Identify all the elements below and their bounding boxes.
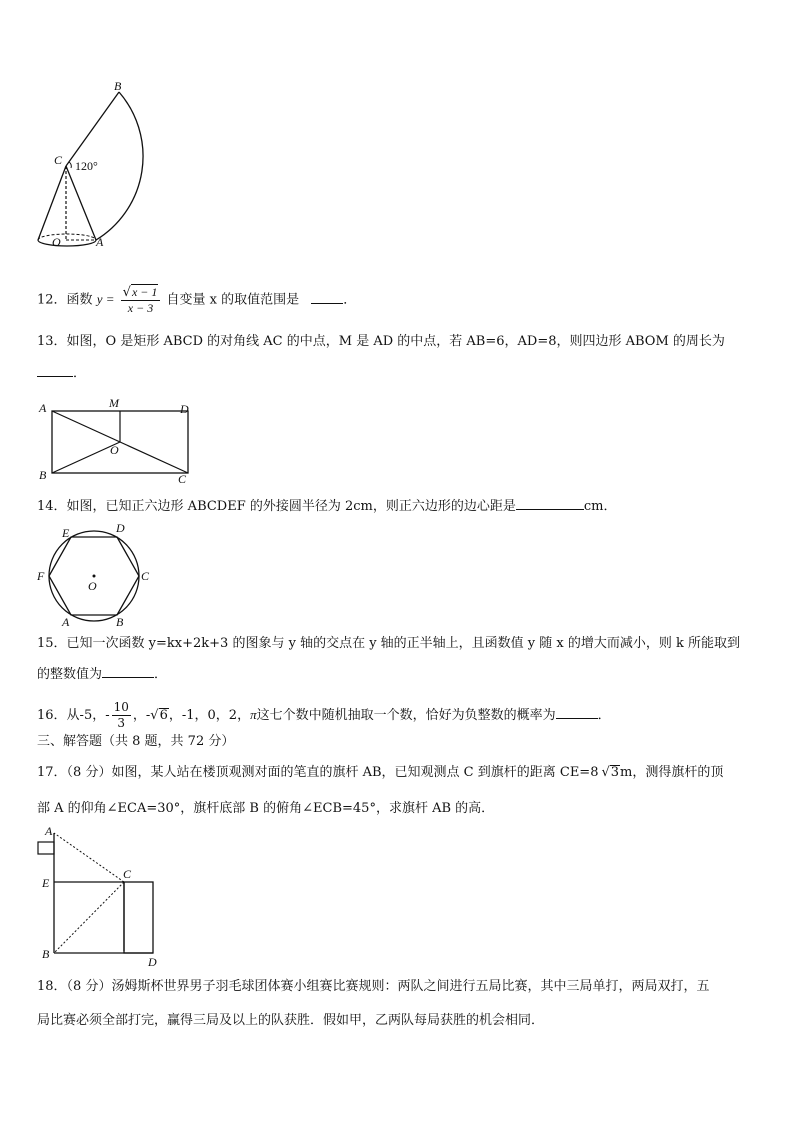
sector-edge-cb [66, 92, 119, 166]
label-c: C [54, 153, 63, 167]
label-m: M [109, 396, 119, 410]
question-16: 16．从-5，- $\frac{10}{3}$ ，-√6，-1，0，2，π这七个数中随机抽取一个数，恰好为负整数的概率为 ． [37, 700, 611, 730]
q12-answer-blank[interactable] [311, 303, 343, 304]
q17-line1b: m，测得旗杆的顶 [620, 765, 724, 780]
label-a: A [39, 401, 47, 415]
q13-number: 13． [37, 334, 67, 349]
label-c: C [178, 472, 187, 486]
question-15 [37, 635, 740, 653]
label-o: O [110, 443, 119, 457]
label-angle: 120° [75, 159, 98, 173]
cone-base-front [38, 240, 96, 246]
label-b: B [114, 79, 122, 93]
building [124, 882, 153, 953]
cone-slant-right [66, 166, 96, 240]
q15-line2: 的整数值为 [37, 667, 103, 682]
label-a: A [96, 235, 104, 249]
cone-base-back [38, 234, 96, 240]
label-f: F [37, 569, 45, 583]
q15-end: ． [154, 667, 168, 682]
question-15-cont [37, 666, 167, 684]
q16-frac-den: 3 [117, 716, 126, 730]
q16-answer-blank[interactable] [556, 718, 598, 719]
q13-text: 如图，O 是矩形 ABCD 的对角线 AC 的中点，M 是 AD 的中点，若 AB=6，AD=8，则四边形 ABOM 的周长为 [66, 334, 725, 349]
label-a: A [62, 615, 70, 629]
label-e: E [42, 876, 50, 890]
sight-cb [54, 882, 124, 953]
question-17: 17．（8 分）如图，某人站在楼顶观测对面的笔直的旗杆 AB，已知观测点 C 到旗杆的距离 CE=8 √3m，测得旗杆的顶 [37, 765, 724, 780]
center-point [93, 575, 96, 578]
sight-ca [54, 833, 124, 882]
cone-slant-left [38, 166, 66, 240]
q15-line1: 已知一次函数 y=kx+2k+3 的图象与 y 轴的交点在 y 轴的正半轴上，且函数值 y 随 x 的增大而减小，则 k 所能取到 [66, 636, 741, 651]
q14-text: 如图，已知正六边形 ABCDEF 的外接圆半径为 2cm，则正六边形的边心距是 [66, 499, 516, 514]
q16-frac-num: 10 [113, 700, 129, 714]
label-b: B [116, 615, 124, 629]
q14-end: cm． [583, 499, 617, 514]
question-12: 12．函数 y = $\frac{√x - 1}{x - 3}$ 自变量 x 的取值范围是 ． [37, 285, 357, 315]
q16-number: 16． [37, 708, 67, 723]
label-b: B [42, 947, 50, 961]
q17-number: 17． [37, 765, 67, 780]
q13-end: ． [73, 366, 87, 381]
label-d: D [116, 521, 125, 535]
rectangle-figure [36, 396, 196, 486]
q12-after: 自变量 x 的取值范围是 [166, 292, 300, 308]
cone-sector-figure [30, 78, 170, 253]
q16-part3: ，-1，0，2， [168, 708, 251, 723]
question-13 [37, 333, 725, 351]
section-3-title: 三、解答题（共 8 题，共 72 分） [37, 734, 235, 749]
q12-number: 12． [37, 292, 67, 308]
q17-line1a: （8 分）如图，某人站在楼顶观测对面的笔直的旗杆 AB，已知观测点 C 到旗杆的距离 CE=8 [66, 765, 599, 780]
q15-number: 15． [37, 636, 67, 651]
q18-number: 18． [37, 979, 67, 994]
q18-line2: 局比赛必须全部打完，赢得三局及以上的队获胜．假如甲，乙两队每局获胜的机会相同． [37, 1013, 545, 1028]
label-a: A [45, 826, 53, 838]
q16-end: ． [597, 708, 611, 723]
q12-fraction: $\frac{√x - 1}{x - 3}$ [121, 284, 161, 316]
question-18-cont [37, 1012, 544, 1030]
q16-part2: ，- [132, 708, 151, 723]
q17-line2: 部 A 的仰角∠ECA=30°，旗杆底部 B 的俯角∠ECB=45°，求旗杆 AB 的高． [37, 801, 495, 816]
label-d: D [148, 955, 157, 968]
q15-answer-blank[interactable] [102, 677, 154, 678]
q12-numerator: x − 1 [131, 285, 158, 299]
label-c: C [141, 569, 150, 583]
q12-before: 函数 [66, 292, 93, 308]
angle-arc [69, 162, 71, 168]
flagpole-figure [34, 826, 164, 968]
q16-fraction [112, 700, 131, 731]
flag [38, 842, 54, 854]
label-o: O [88, 579, 97, 593]
question-18 [37, 978, 709, 996]
label-d: D [180, 402, 189, 416]
q12-denominator: x − 3 [127, 301, 154, 315]
question-13-cont [37, 365, 86, 383]
label-o: O [52, 235, 61, 249]
q14-answer-blank[interactable] [516, 509, 584, 510]
q13-answer-blank[interactable] [37, 376, 73, 377]
question-17-cont [37, 800, 494, 818]
q12-func-lhs: y = [96, 291, 115, 307]
q16-part1: 从-5，- [66, 708, 110, 723]
question-14 [37, 498, 617, 516]
q16-sqrt: 6 [159, 708, 168, 723]
hexagon-figure [34, 518, 159, 630]
label-c: C [123, 867, 132, 881]
label-b: B [39, 468, 47, 482]
label-e: E [62, 526, 70, 540]
q18-line1: （8 分）汤姆斯杯世界男子羽毛球团体赛小组赛比赛规则：两队之间进行五局比赛，其中三局单打，两局双打，五 [66, 979, 710, 994]
q16-part4: 这七个数中随机抽取一个数，恰好为负整数的概率为 [256, 708, 556, 723]
q16-pi: π [250, 707, 257, 722]
q17-sqrt: 3 [610, 765, 620, 780]
q14-number: 14． [37, 499, 67, 514]
